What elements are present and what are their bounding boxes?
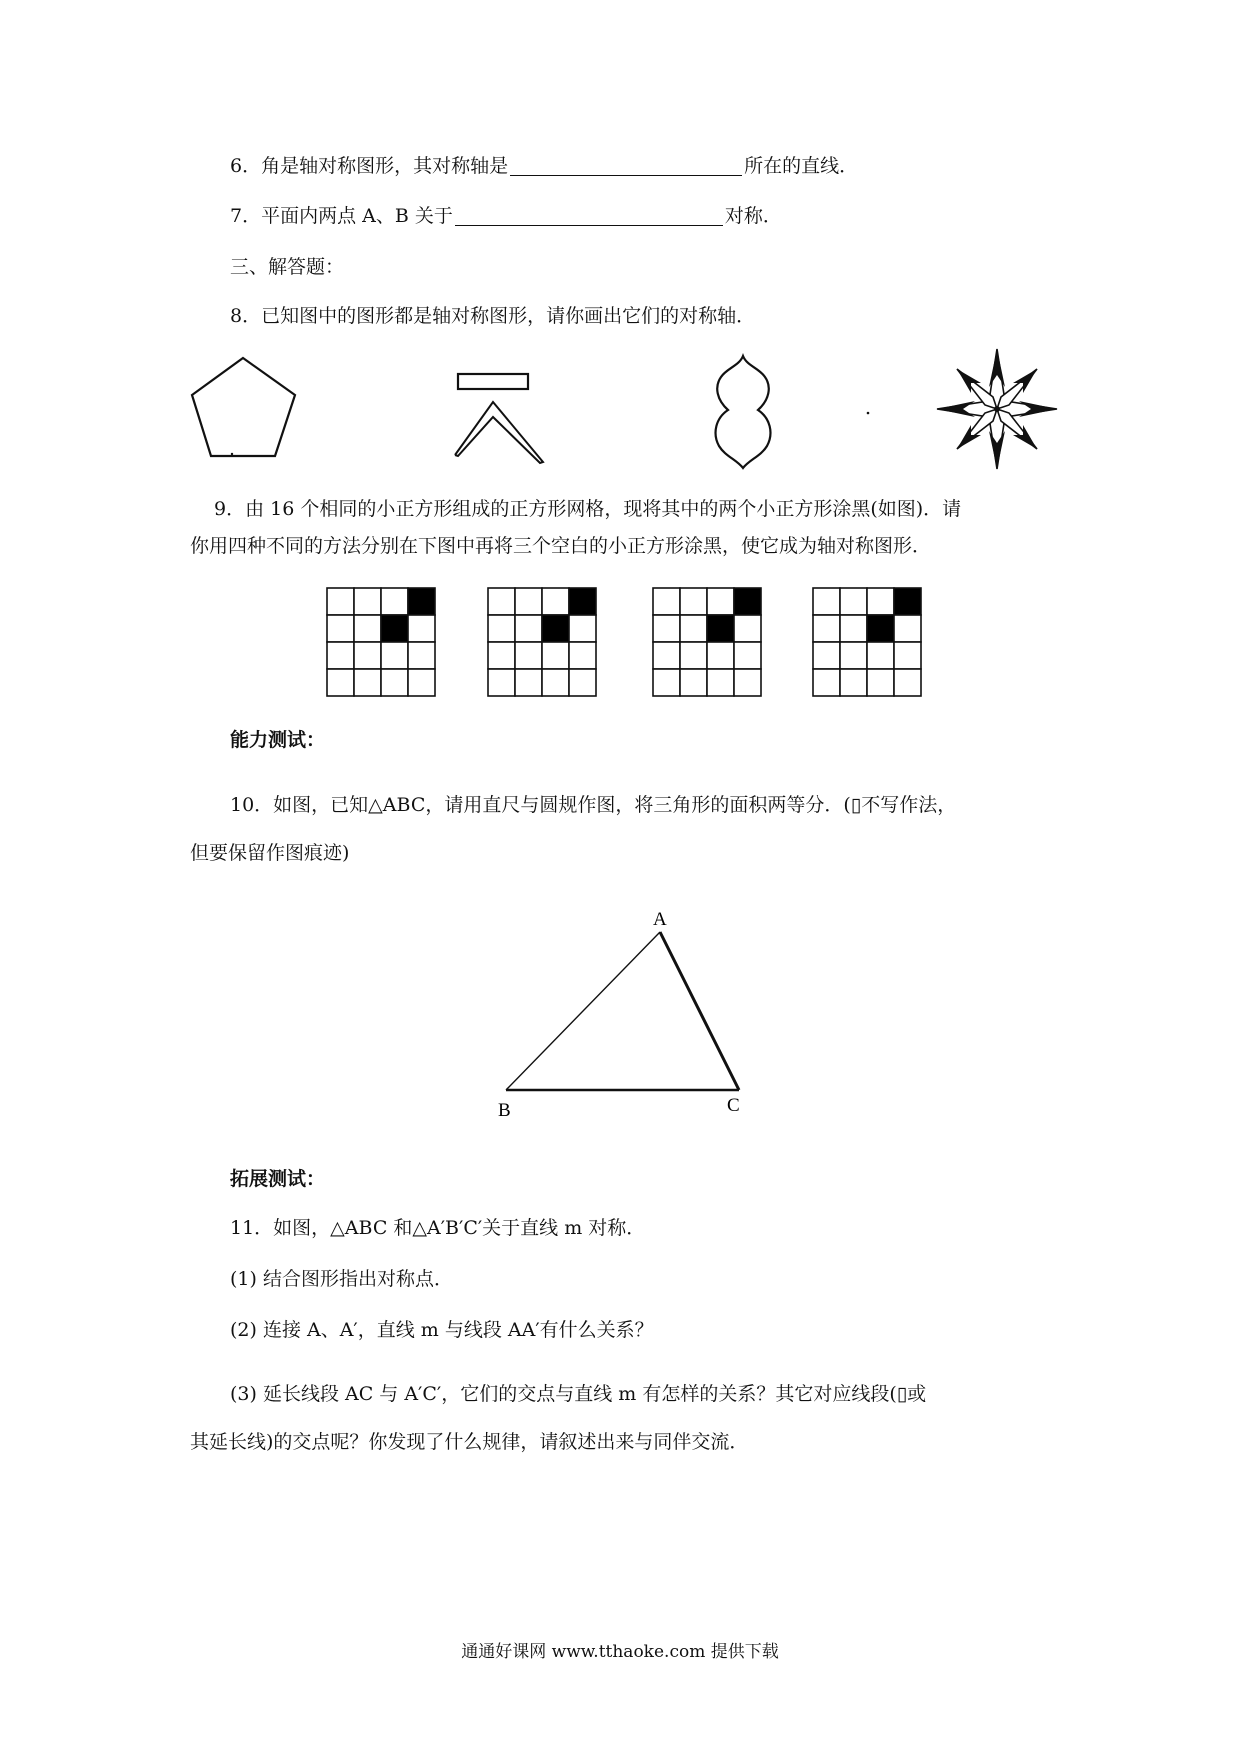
grid-cell[interactable] bbox=[734, 642, 761, 669]
question-10-line-1: 10．如图，已知△ABC，请用直尺与圆规作图，将三角形的面积两等分．(▯不写作法， bbox=[230, 794, 957, 816]
grid-cell[interactable] bbox=[354, 642, 381, 669]
grid-cell[interactable] bbox=[354, 615, 381, 642]
question-11-part-3-line-2: 其延长线)的交点呢？你发现了什么规律，请叙述出来与同伴交流． bbox=[190, 1431, 749, 1453]
grid-cell[interactable] bbox=[327, 588, 354, 615]
section-heading: 三、解答题： bbox=[230, 256, 345, 278]
ability-test-heading: 能力测试： bbox=[230, 729, 326, 751]
grid-cell[interactable] bbox=[408, 642, 435, 669]
grid-figure-1[interactable] bbox=[326, 587, 436, 697]
grid-cell-shaded[interactable] bbox=[894, 588, 921, 615]
grid-cell[interactable] bbox=[327, 669, 354, 696]
grid-cell[interactable] bbox=[488, 642, 515, 669]
grid-cell[interactable] bbox=[653, 615, 680, 642]
grid-cell[interactable] bbox=[734, 669, 761, 696]
question-6-suffix: 所在的直线． bbox=[744, 155, 859, 177]
grid-cell[interactable] bbox=[813, 669, 840, 696]
question-7-suffix: 对称． bbox=[724, 205, 782, 227]
grid-cell[interactable] bbox=[653, 669, 680, 696]
grid-cell[interactable] bbox=[515, 642, 542, 669]
grid-cell[interactable] bbox=[813, 615, 840, 642]
compass-star-figure bbox=[935, 347, 1059, 471]
grid-cell[interactable] bbox=[707, 588, 734, 615]
grid-cell[interactable] bbox=[653, 642, 680, 669]
grid-figure-4[interactable] bbox=[812, 587, 922, 697]
grid-cell[interactable] bbox=[840, 615, 867, 642]
question-11-part-1: (1) 结合图形指出对称点． bbox=[230, 1268, 453, 1290]
vertex-b-label: B bbox=[498, 1100, 511, 1121]
grid-cell[interactable] bbox=[840, 642, 867, 669]
grid-cell[interactable] bbox=[867, 642, 894, 669]
grid-cell-shaded[interactable] bbox=[734, 588, 761, 615]
grid-cell-shaded[interactable] bbox=[707, 615, 734, 642]
grid-cell[interactable] bbox=[653, 588, 680, 615]
grid-cell-shaded[interactable] bbox=[408, 588, 435, 615]
grid-cell[interactable] bbox=[569, 642, 596, 669]
vertex-c-label: C bbox=[727, 1095, 740, 1116]
grid-cell[interactable] bbox=[840, 669, 867, 696]
grid-cell[interactable] bbox=[680, 588, 707, 615]
grid-cell[interactable] bbox=[867, 669, 894, 696]
grid-cell[interactable] bbox=[488, 588, 515, 615]
grid-cell[interactable] bbox=[354, 669, 381, 696]
grid-cell[interactable] bbox=[381, 669, 408, 696]
grid-cell[interactable] bbox=[894, 615, 921, 642]
grid-cell-shaded[interactable] bbox=[542, 615, 569, 642]
grid-cell[interactable] bbox=[569, 669, 596, 696]
answer-blank[interactable] bbox=[510, 157, 742, 176]
question-7-text: 7．平面内两点 A、B 关于 bbox=[230, 205, 453, 227]
grid-cell[interactable] bbox=[894, 642, 921, 669]
question-11-part-2: (2) 连接 A、A′，直线 m 与线段 AA′有什么关系？ bbox=[230, 1319, 654, 1341]
question-11-part-3-line-1: (3) 延长线段 AC 与 A′C′，它们的交点与直线 m 有怎样的关系？其它对应线段(▯或 bbox=[230, 1383, 927, 1405]
answer-blank[interactable] bbox=[455, 207, 723, 226]
grid-cell[interactable] bbox=[680, 642, 707, 669]
grid-cell[interactable] bbox=[840, 588, 867, 615]
triangle-abc-figure bbox=[495, 905, 755, 1125]
dot-mark bbox=[866, 411, 870, 415]
grid-cell[interactable] bbox=[327, 615, 354, 642]
question-6-text: 6．角是轴对称图形，其对称轴是 bbox=[230, 155, 509, 177]
question-9-line-1: 9．由 16 个相同的小正方形组成的正方形网格，现将其中的两个小正方形涂黑(如图)．请 bbox=[214, 498, 962, 520]
vertex-a-label: A bbox=[653, 909, 667, 930]
grid-cell[interactable] bbox=[515, 669, 542, 696]
caret-figure bbox=[452, 372, 552, 472]
grid-cell[interactable] bbox=[813, 642, 840, 669]
grid-cell[interactable] bbox=[680, 615, 707, 642]
grid-cell[interactable] bbox=[381, 642, 408, 669]
question-6 bbox=[230, 157, 858, 176]
grid-cell[interactable] bbox=[327, 642, 354, 669]
grid-cell[interactable] bbox=[354, 588, 381, 615]
grid-cell[interactable] bbox=[488, 615, 515, 642]
grid-cell-shaded[interactable] bbox=[381, 615, 408, 642]
grid-cell[interactable] bbox=[542, 642, 569, 669]
grid-cell[interactable] bbox=[408, 615, 435, 642]
grid-cell[interactable] bbox=[894, 669, 921, 696]
question-7 bbox=[230, 207, 782, 226]
extension-test-heading: 拓展测试： bbox=[230, 1168, 326, 1190]
grid-figure-3[interactable] bbox=[652, 587, 762, 697]
grid-cell[interactable] bbox=[542, 669, 569, 696]
pentagon-figure bbox=[190, 352, 300, 462]
grid-cell-shaded[interactable] bbox=[569, 588, 596, 615]
page-footer: 通通好课网 www.tthaoke.com 提供下载 bbox=[461, 1642, 779, 1662]
gourd-figure bbox=[706, 352, 786, 472]
grid-figure-2[interactable] bbox=[487, 587, 597, 697]
grid-cell[interactable] bbox=[867, 588, 894, 615]
grid-cell[interactable] bbox=[734, 615, 761, 642]
grid-cell[interactable] bbox=[515, 615, 542, 642]
grid-cell[interactable] bbox=[680, 669, 707, 696]
question-10-line-2: 但要保留作图痕迹) bbox=[190, 842, 350, 864]
grid-cell-shaded[interactable] bbox=[867, 615, 894, 642]
grid-cell[interactable] bbox=[707, 642, 734, 669]
grid-cell[interactable] bbox=[488, 669, 515, 696]
grid-cell[interactable] bbox=[408, 669, 435, 696]
question-9-line-2: 你用四种不同的方法分别在下图中再将三个空白的小正方形涂黑，使它成为轴对称图形． bbox=[190, 535, 932, 557]
grid-cell[interactable] bbox=[569, 615, 596, 642]
grid-cell[interactable] bbox=[813, 588, 840, 615]
grid-cell[interactable] bbox=[542, 588, 569, 615]
question-8: 8．已知图中的图形都是轴对称图形，请你画出它们的对称轴． bbox=[230, 305, 756, 327]
grid-cell[interactable] bbox=[707, 669, 734, 696]
grid-cell[interactable] bbox=[381, 588, 408, 615]
question-11-stem: 11．如图，△ABC 和△A′B′C′关于直线 m 对称． bbox=[230, 1217, 646, 1239]
grid-cell[interactable] bbox=[515, 588, 542, 615]
